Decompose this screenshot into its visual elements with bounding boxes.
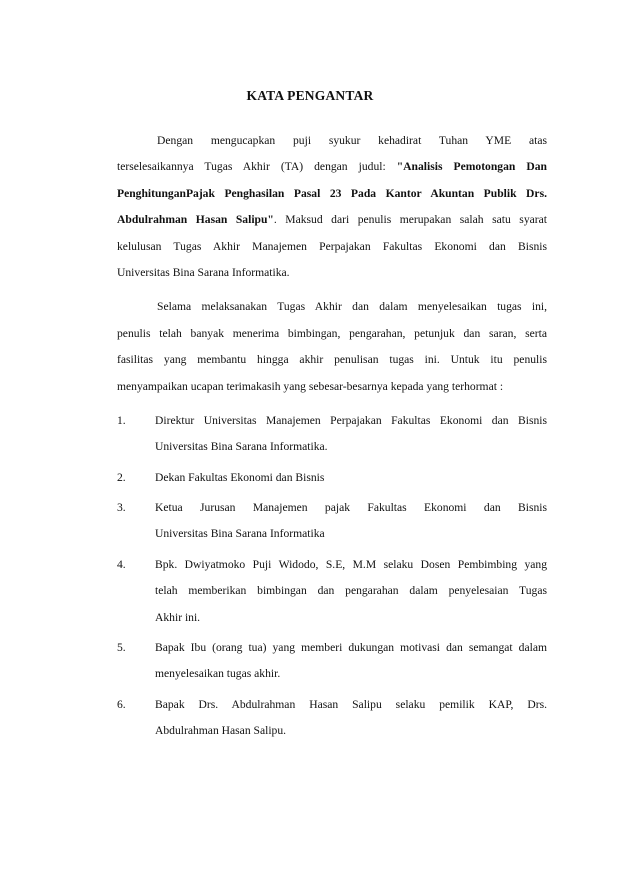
thanks-paragraph: [117, 294, 547, 400]
list-item-line: Universitas Bina Sarana Informatika.: [155, 440, 328, 454]
list-item-line: Ketua Jurusan Manajemen pajak Fakultas Ekonomi dan Bisnis: [155, 501, 547, 515]
list-item: [117, 635, 547, 688]
list-item-number: 3.: [117, 501, 126, 515]
intro-line-3: [117, 181, 547, 207]
list-item-number: 5.: [117, 641, 126, 655]
thanks-line-2: penulis telah banyak menerima bimbingan, pengarahan, petunjuk dan saran, serta: [117, 326, 547, 340]
list-item: [117, 465, 547, 491]
page-title: KATA PENGANTAR: [246, 88, 374, 103]
list-item-line: menyelesaikan tugas akhir.: [155, 667, 281, 681]
list-item-line: telah memberikan bimbingan dan pengarahan dalam penyelesaian Tugas: [155, 584, 547, 598]
thesis-title-part-3: Abdulrahman Hasan Salipu": [117, 213, 274, 227]
list-item-number: 2.: [117, 470, 126, 484]
list-item: [117, 692, 547, 745]
list-item: [117, 495, 547, 548]
thanks-line-4: menyampaikan ucapan terimakasih yang sebesar-besarnya kepada yang terhormat :: [117, 379, 504, 393]
thanks-line-3: fasilitas yang membantu hingga akhir penulisan tugas ini. Untuk itu penulis: [117, 353, 547, 367]
list-item-line: Akhir ini.: [155, 610, 201, 624]
list-item-line: Bapak Drs. Abdulrahman Hasan Salipu selaku pemilik KAP, Drs.: [155, 697, 547, 711]
thanks-line-1: Selama melaksanakan Tugas Akhir dan dalam menyelesaikan tugas ini,: [157, 300, 547, 314]
intro-line-5: kelulusan Tugas Akhir Manajemen Perpajakan Fakultas Ekonomi dan Bisnis: [117, 239, 547, 253]
intro-line-4-text: . Maksud dari penulis merupakan salah satu syarat: [273, 213, 547, 227]
list-item-line: Bapak Ibu (orang tua) yang memberi dukungan motivasi dan semangat dalam: [155, 641, 547, 655]
list-item-number: 4.: [117, 557, 126, 571]
list-item-text: [155, 635, 547, 688]
intro-line-4: [117, 207, 547, 233]
list-item-text: [155, 495, 547, 548]
list-item: [117, 408, 547, 461]
intro-line-2: [117, 154, 547, 180]
list-item-text: [155, 552, 547, 631]
list-item-text: [155, 465, 547, 491]
document-body: [117, 128, 547, 749]
acknowledgement-list: [117, 408, 547, 745]
list-item-line: Direktur Universitas Manajemen Perpajakan Fakultas Ekonomi dan Bisnis: [155, 413, 547, 427]
list-item-line: Bpk. Dwiyatmoko Puji Widodo, S.E, M.M selaku Dosen Pembimbing yang: [155, 557, 547, 571]
intro-paragraph: [117, 128, 547, 286]
list-item-number: 6.: [117, 697, 126, 711]
list-item-line: Universitas Bina Sarana Informatika: [155, 527, 325, 541]
intro-line-2-text: terselesaikannya Tugas Akhir (TA) dengan judul:: [117, 160, 397, 174]
thesis-title-part-2: PenghitunganPajak Penghasilan Pasal 23 Pada Kantor Akuntan Publik Drs.: [117, 186, 547, 200]
intro-line-1: Dengan mengucapkan puji syukur kehadirat Tuhan YME atas: [157, 134, 547, 147]
intro-line-6: Universitas Bina Sarana Informatika.: [117, 265, 290, 279]
thesis-title-part-1: "Analisis Pemotongan Dan: [396, 160, 547, 174]
list-item-number: 1.: [117, 413, 126, 427]
list-item-text: [155, 692, 547, 745]
list-item-line: Abdulrahman Hasan Salipu.: [155, 724, 287, 738]
list-item: [117, 552, 547, 631]
list-item-line: Dekan Fakultas Ekonomi dan Bisnis: [155, 470, 325, 484]
list-item-text: [155, 408, 547, 461]
